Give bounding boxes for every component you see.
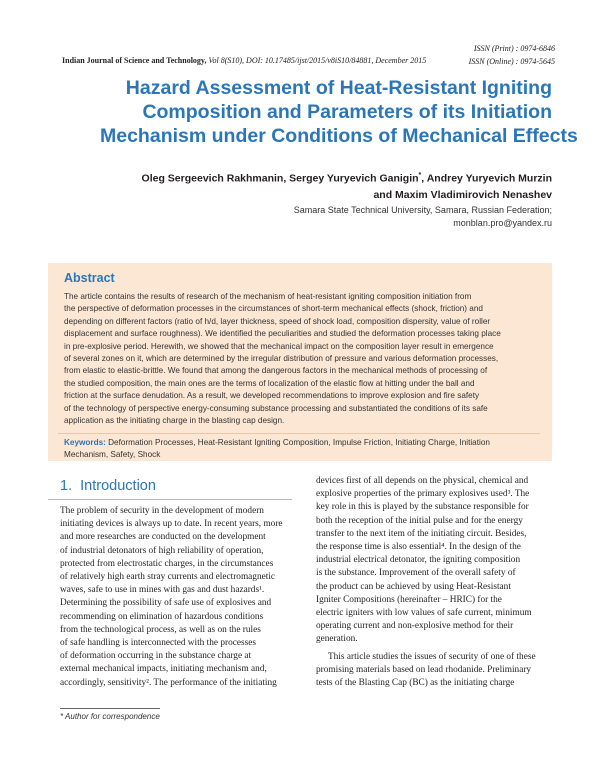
section-divider [48,499,292,500]
abstract-line: depending on different factors (ratio of h/d, layer thickness, speed of shock load, composition dispersity, value of roller [64,316,491,326]
abstract-line: from elastic to elastic-brittle. We found that among the dangerous factors in the mechanical methods of processing of [64,366,488,376]
abstract-line: friction at the surface denudation. As a result, we developed recommendations to improve explosion and fire safety [64,391,480,401]
journal-meta: Vol 8(S10), DOI: 10.17485/ijst/2015/v8iS10/84881, December 2015 [206,56,427,65]
authors-text: Oleg Sergeevich Rakhmanin, Sergey Yuryevich Ganigin [141,172,419,185]
affiliation-email: monblan.pro@yandex.ru [453,217,552,228]
abstract-heading: Abstract [64,271,115,285]
keywords-text: Deformation Processes, Heat-Resistant Igniting Composition, Impulse Friction, Initiating Charge, Initiation [105,438,490,447]
section-number: 1. [60,478,73,494]
affiliation [294,204,552,229]
body-line: and more researches are conducted on the development [60,532,266,543]
abstract-line: in pre-explosive period. Herewith, we showed that the mechanical impact on the composition layer result in emergence [64,341,494,351]
abstract-line: The article contains the results of research of the mechanism of heat-resistant igniting composition initiation from [64,292,472,301]
body-line: electric igniters with low values of safe current, minimum [316,608,532,619]
paper-title [100,76,578,148]
keywords-divider [58,433,540,434]
author-line-1 [142,168,552,187]
section-title: Introduction [80,478,156,494]
body-line: of deformation occurring in the substance charge at [60,651,252,662]
body-line: explosive properties of the primary explosives used³. The [316,489,530,500]
abstract-line: of the technology of perspective energy-consuming substance processing and substantiated the conditions of its safe [64,403,488,413]
title-line: Mechanism under Conditions of Mechanical Effects [100,125,578,147]
journal-name: Indian Journal of Science and Technology, [62,56,207,65]
affiliation-institution: Samara State Technical University, Samara, Russian Federation; [293,205,552,215]
left-column [60,505,296,690]
body-line: Determining the possibility of safe use of explosives and [60,598,272,609]
body-line: generation. [316,634,358,645]
body-line: operating current and non-explosive method for their [316,621,514,632]
body-line: transfer to the next item of the initiating circuit. Besides, [316,528,527,539]
issn-online: ISSN (Online) : 0974-5645 [468,57,555,66]
abstract-line: application as the initiating charge in the blasting cap design. [64,416,285,426]
issn-print: ISSN (Print) : 0974-6846 [473,44,555,53]
body-line: waves, safe to use in mines with gas and dust hazards¹. [60,585,265,596]
body-line: the response time is also essential⁴. In the design of the [316,542,521,553]
body-line: key role in this is played by the substance responsible for [316,502,529,513]
body-line: Igniter Compositions (hereinafter – HRIC) for the [316,594,502,605]
abstract-line: of several zones on it, which are determined by the irregular distribution of pressure and various deformation processes, [64,354,499,364]
body-line: from the technological process, as well as on the rules [60,624,261,635]
title-line: Composition and Parameters of its Initiation [142,101,552,123]
body-line: is the substance. Improvement of the overall safety of [316,568,516,579]
author-line-2: and Maxim Vladimirovich Nenashev [373,188,552,201]
right-column [316,475,554,690]
abstract-line: the studied composition, the main ones are the terms of localization of the elastic flow at hitting under the ball and [64,378,475,388]
keywords [64,437,548,462]
body-line: initiating devices is always up to date. In recent years, more [60,519,283,530]
body-line: of industrial detonators of high reliability of operation, [60,545,264,556]
journal-citation [62,56,426,65]
footnote-divider [60,708,160,709]
body-line: external mechanical impacts, initiating mechanism and, [60,664,267,675]
body-line: of relatively high earth stray currents and electromagnetic [60,572,276,583]
author-list [142,168,552,203]
keywords-text-2: Mechanism, Safety, Shock [64,450,161,460]
title-line: Hazard Assessment of Heat-Resistant Igniting [125,77,552,99]
keywords-label: Keywords: [64,438,106,447]
corresponding-mark: * [418,172,422,179]
abstract-line: displacement and surface roughness). We identified the peculiarities and studied the deformation processes taking place [64,329,501,339]
abstract-text [64,291,546,427]
body-line: accordingly, sensitivity². The performance of the initiating [60,677,277,688]
footnote: * Author for correspondence [60,712,160,721]
authors-text-rest: , Andrey Yuryevich Murzin [421,172,552,185]
body-line: promising materials based on lead rhodanide. Preliminary [316,664,532,675]
abstract-line: the perspective of deformation processes in the circumstances of short-term mechanical effects (shock, friction) and [64,304,483,314]
body-line: tests of the Blasting Cap (BC) as the initiating charge [316,678,515,689]
body-line: both the reception of the initial pulse and for the energy [316,515,523,526]
body-line: of safe handling is interconnected with the processes [60,638,256,649]
body-line: recommending on elimination of hazardous conditions [60,611,264,622]
body-line: The problem of security in the development of modern [60,506,264,516]
body-line: devices first of all depends on the physical, chemical and [316,476,529,486]
body-line: the product can be achieved by using Heat-Resistant [316,581,511,592]
body-line: protected from electrostatic charges, in the circumstances [60,558,274,569]
section-heading [60,478,156,494]
body-line: This article studies the issues of security of one of these [328,651,536,662]
body-line: industrial electrical detonator, the igniting composition [316,555,521,566]
